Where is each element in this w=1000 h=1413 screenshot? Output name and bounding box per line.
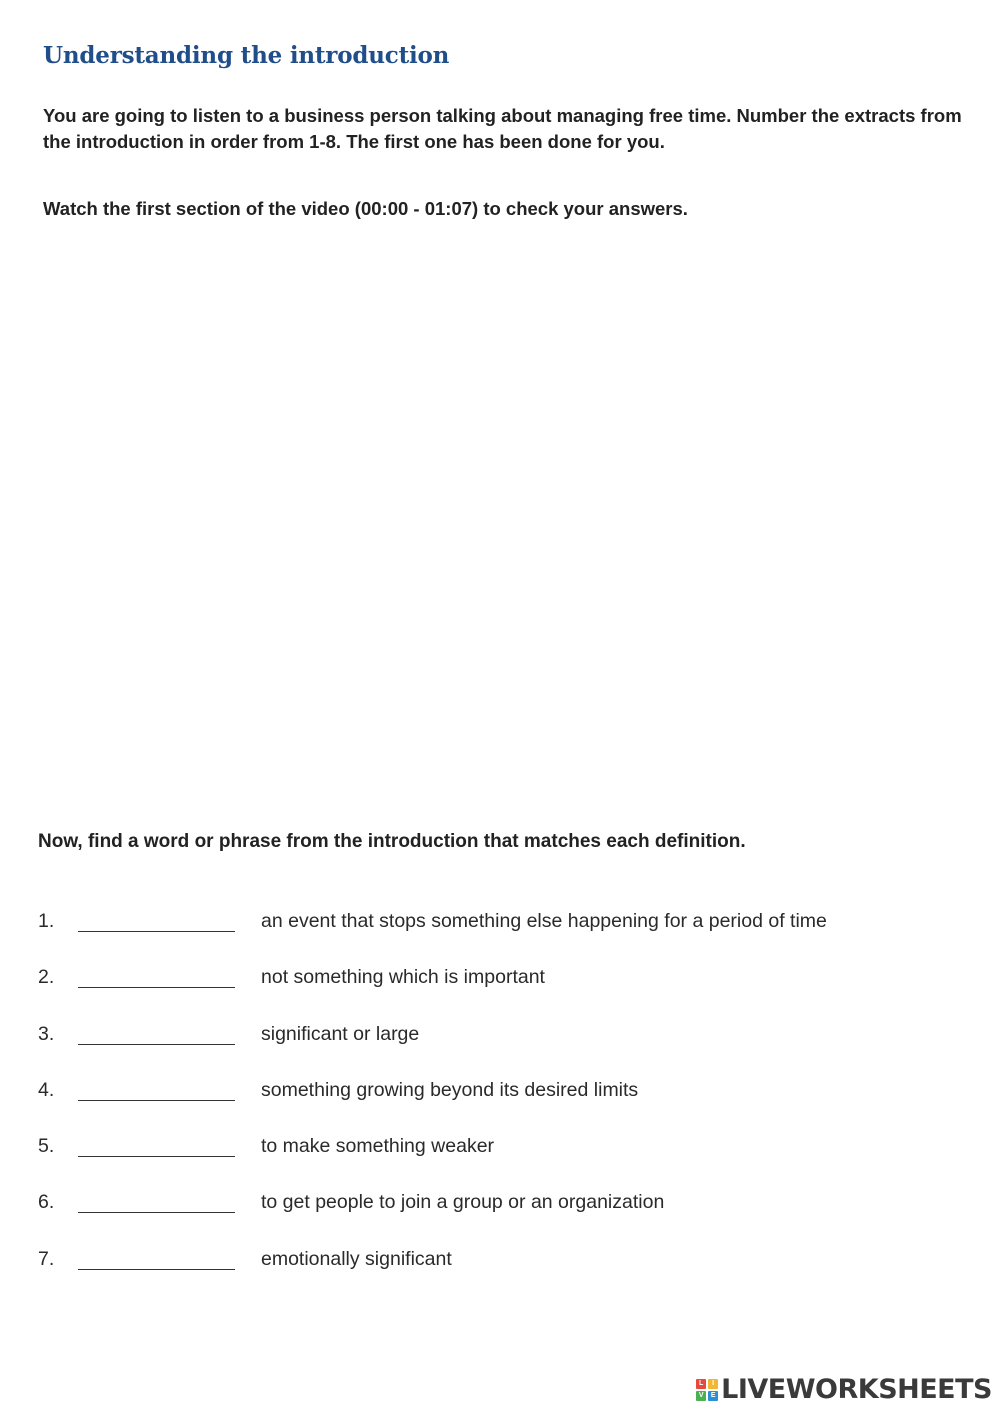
list-item	[38, 1013, 978, 1069]
logo-letter-v: V	[696, 1391, 706, 1401]
definitions-heading: Now, find a word or phrase from the introduction that matches each definition.	[38, 831, 746, 852]
answer-blank[interactable]	[78, 987, 235, 988]
answer-blank[interactable]	[78, 931, 235, 932]
list-item	[38, 1181, 978, 1237]
intro-instructions	[43, 103, 988, 155]
item-definition: something growing beyond its desired limits	[261, 1078, 639, 1101]
ordering-activity-area	[43, 245, 957, 805]
list-item	[38, 1069, 978, 1125]
item-number: 6.	[38, 1191, 55, 1214]
item-definition: emotionally significant	[261, 1247, 452, 1270]
item-number: 3.	[38, 1022, 55, 1045]
list-item	[38, 956, 978, 1012]
item-number: 2.	[38, 966, 55, 989]
brand-name: LIVEWORKSHEETS	[721, 1374, 992, 1405]
item-definition: significant or large	[261, 1022, 420, 1045]
item-definition: not something which is important	[261, 966, 545, 989]
item-number: 4.	[38, 1078, 55, 1101]
logo-letter-e: E	[708, 1391, 718, 1401]
list-item	[38, 1238, 978, 1294]
logo-mark-icon	[696, 1379, 718, 1401]
answer-blank[interactable]	[78, 1156, 235, 1157]
answer-blank[interactable]	[78, 1044, 235, 1045]
watch-instructions: Watch the first section of the video (00:00 - 01:07) to check your answers.	[43, 198, 688, 219]
item-number: 7.	[38, 1247, 55, 1270]
list-item	[38, 1125, 978, 1181]
answer-blank[interactable]	[78, 1269, 235, 1270]
page-title: Understanding the introduction	[43, 42, 450, 69]
definitions-list	[38, 900, 978, 1294]
logo-letter-i: I	[708, 1379, 718, 1389]
item-number: 1.	[38, 910, 55, 932]
answer-blank[interactable]	[78, 1100, 235, 1101]
item-number: 5.	[38, 1135, 55, 1158]
item-definition: to get people to join a group or an organization	[261, 1191, 665, 1214]
liveworksheets-logo	[696, 1374, 992, 1405]
item-definition: an event that stops something else happening for a period of time	[261, 910, 827, 932]
answer-blank[interactable]	[78, 1212, 235, 1213]
list-item	[38, 900, 978, 956]
item-definition: to make something weaker	[261, 1135, 495, 1158]
logo-letter-l: L	[696, 1379, 706, 1389]
intro-text: You are going to listen to a business person talking about managing free time. Number the extracts from the introduction in order from 1-8. The first one has been done for you.	[43, 105, 962, 152]
